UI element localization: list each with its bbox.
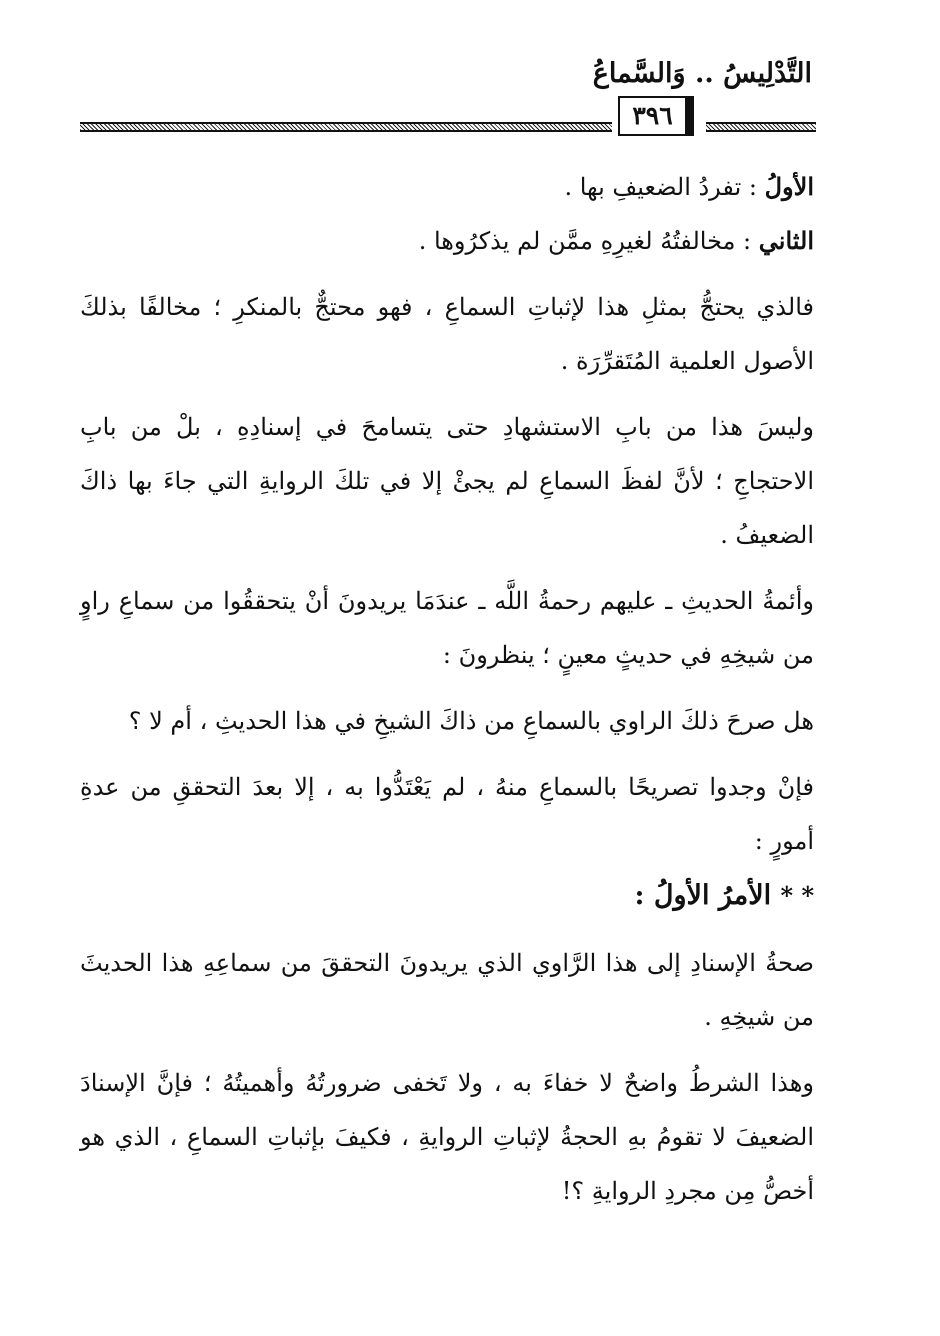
paragraph-1: فالذي يحتجُّ بمثلِ هذا لإثباتِ السماعِ ، فهو محتجٌّ بالمنكرِ ؛ مخالفًا بذلكَ الأصول العلمية المُتَقرِّرَة . xyxy=(80,293,814,375)
point-1-label: الأولُ xyxy=(764,172,814,201)
point-2 xyxy=(80,214,814,268)
heading-marker: * * xyxy=(780,881,814,910)
point-1 xyxy=(80,160,814,214)
point-2-label: الثاني xyxy=(758,226,814,255)
paragraph-4: هل صرحَ ذلكَ الراوي بالسماعِ من ذاكَ الشيخِ في هذا الحديثِ ، أم لا ؟ xyxy=(128,707,814,735)
heading-text: الأمرُ الأولُ : xyxy=(634,880,772,911)
main-text xyxy=(80,160,814,1218)
header-rule-left xyxy=(80,122,612,132)
paragraph-6: صحةُ الإسنادِ إلى هذا الرَّاوي الذي يريدونَ التحققَ من سماعِهِ هذا الحديثَ من شيخِهِ . xyxy=(80,949,814,1031)
paragraph-5: فإنْ وجدوا تصريحًا بالسماعِ منهُ ، لم يَعْتَدُّوا به ، إلا بعدَ التحققِ من عدةِ أمورٍ : xyxy=(80,773,814,855)
header-rule-right xyxy=(706,122,816,132)
paragraph-3: وأئمةُ الحديثِ ـ عليهم رحمةُ اللَّه ـ عندَمَا يريدونَ أنْ يتحققُوا من سماعِ راوٍ من شيخِهِ في حديثٍ معينٍ ؛ ينظرونَ : xyxy=(80,587,814,669)
point-1-text: : تفردُ الضعيفِ بها . xyxy=(564,173,757,201)
paragraph-2: وليسَ هذا من بابِ الاستشهادِ حتى يتسامحَ في إسنادِهِ ، بلْ من بابِ الاحتجاجِ ؛ لأنَّ لفظَ السماعِ لم يجئْ إلا في تلكَ الروايةِ التي جاءَ بها ذاكَ الضعيفُ . xyxy=(80,413,814,549)
running-title: التَّدْلِيسُ .. وَالسَّماعُ xyxy=(592,58,812,89)
point-2-text: : مخالفتُهُ لغيرِهِ ممَّن لم يذكرُوها . xyxy=(418,227,752,255)
section-heading xyxy=(80,868,814,924)
paragraph-7: وهذا الشرطُ واضحٌ لا خفاءَ به ، ولا تَخفى ضرورتُهُ وأهميتُهُ ؛ فإنَّ الإسنادَ الضعيفَ لا تقومُ بهِ الحجةُ لإثباتِ الروايةِ ، فكيفَ بإثباتِ السماعِ ، الذي هو أخصُّ مِن مجردِ الروايةِ ؟! xyxy=(80,1069,814,1205)
page-number: ٣٩٦ xyxy=(618,96,694,136)
